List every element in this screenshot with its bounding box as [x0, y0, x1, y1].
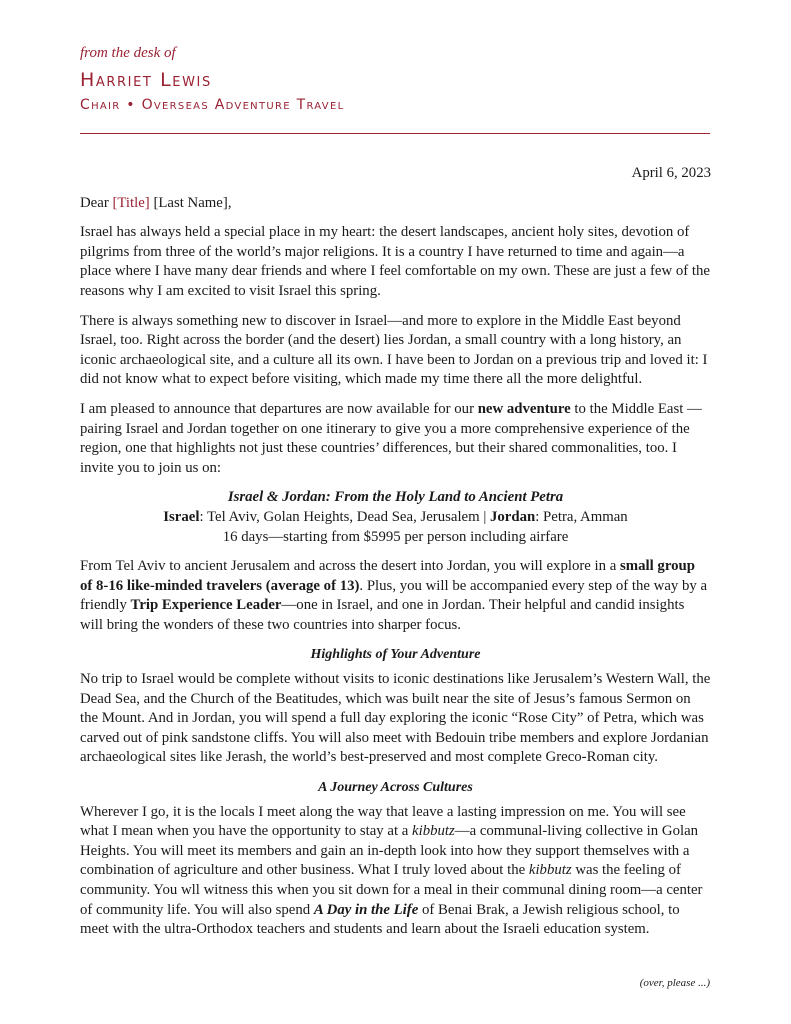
cultures-text-g: of Benai Brak, a Jewish religious school, to meet with the ultra-Orthodox teachers and students and learn about the Israeli education system. — [80, 901, 680, 938]
sender-name: Harriet Lewis — [80, 69, 212, 91]
small-group-text-e: —one in Israel, and one in Jordan. Their helpful and candid insights will bring the wonders of these two countries into sharper focus. — [80, 597, 685, 633]
salutation-comma: , — [227, 194, 232, 211]
trip-price: 16 days—starting from $5995 per person including airfare — [222, 528, 569, 545]
small-group-text-c: . Plus, you will be accompanied every step of the way by a friendly — [80, 577, 708, 614]
letterhead-from-desk: from the desk of — [80, 45, 176, 61]
announcement-new-adventure: new adventure — [477, 400, 571, 417]
trip-offer — [80, 488, 711, 547]
cultures-text-e: was the feeling of community. You wll witness this when you sit down for a meal in their communal dining room—a center of community life. You will also spend — [80, 862, 703, 918]
announcement-text-c: to the Middle East —pairing Israel and Jordan together on one itinerary to give you a more comprehensive experience of the region, one that highlights not just these countries’ differences, but their shared commonalities, too. I invite you to join us on: — [80, 400, 702, 476]
cultures-text-c: —a communal-living collective in Golan Heights. You will meet its members and gain an in-depth look into how they support themselves with a combination of agriculture and other business. What I truly loved about the — [80, 823, 699, 879]
paragraph-jordan: There is always something new to discover in Israel—and more to explore in the Middle East beyond Israel, too. Right across the border (and the desert) lies Jordan, a small country with a long history, an iconic archaeological site, and a culture all its own. I have been to Jordan on a previous trip and loved it: I did not know what to expect before visiting, which made my time there all the more delightful. — [80, 312, 708, 388]
merge-field-title: [Title] — [112, 194, 150, 211]
small-group-size: small group of 8-16 like-minded travelers (average of 13) — [80, 558, 695, 594]
day-in-the-life: A Day in the Life — [313, 901, 419, 918]
paragraph-highlights: No trip to Israel would be complete without visits to iconic destinations like Jerusalem’s Western Wall, the Dead Sea, and the Church of the Beatitudes, which was built near the site of Jesus’s famous Sermon on the Mount. And in Jordan, you will spend a full day exploring the iconic “Rose City” of Petra, which was carved out of pink sandstone cliffs. You will also meet with Bedouin tribe members and explore Jordanian archaeological sites like Jerash, the world’s best-preserved and most complete Greco-Roman city. — [80, 671, 711, 766]
announcement-text-a: I am pleased to announce that departures are now available for our — [80, 400, 478, 417]
letterhead — [80, 44, 710, 114]
kibbutz-term: kibbutz — [412, 823, 455, 840]
sender-title: Chair • Overseas Adventure Travel — [80, 97, 345, 113]
trip-destinations — [80, 508, 711, 528]
page-turn-note: (over, please ...) — [639, 977, 710, 989]
heading-highlights: Highlights of Your Adventure — [310, 647, 481, 663]
trip-experience-leader: Trip Experience Leader — [130, 597, 282, 614]
letter-date: April 6, 2023 — [631, 165, 711, 181]
small-group-text-a: From Tel Aviv to ancient Jerusalem and across the desert into Jordan, you will explore in a — [80, 558, 621, 575]
paragraph-intro: Israel has always held a special place in my heart: the desert landscapes, ancient holy sites, devotion of pilgrims from three of the world’s major religions. It is a country I have returned to time and again—a place where I have many dear friends and where I feel comfortable on my own. These are just a few of the reasons why I am excited to visit Israel this spring. — [80, 224, 710, 299]
cultures-text-a: Wherever I go, it is the locals I meet along the way that leave a lasting impression on me. You will see what I mean when you have the opportunity to stay at a — [80, 803, 686, 840]
paragraph-small-group — [80, 557, 711, 635]
paragraph-cultures — [80, 803, 711, 940]
destination-jordan-label: Jordan — [490, 508, 536, 525]
destination-israel-stops: : Tel Aviv, Golan Heights, Dead Sea, Jerusalem | — [199, 508, 490, 525]
paragraph-announcement — [80, 400, 711, 478]
merge-field-last-name: [Last Name] — [153, 194, 228, 211]
salutation — [80, 194, 711, 214]
salutation-dear: Dear — [80, 194, 113, 211]
kibbutz-term-2: kibbutz — [528, 862, 572, 879]
destination-jordan-stops: : Petra, Amman — [535, 508, 628, 525]
letter-body — [80, 164, 711, 950]
trip-name: Israel & Jordan: From the Holy Land to Ancient Petra — [227, 489, 564, 506]
destination-israel-label: Israel — [163, 508, 200, 525]
letterhead-divider — [80, 133, 710, 134]
heading-cultures: A Journey Across Cultures — [318, 780, 473, 796]
